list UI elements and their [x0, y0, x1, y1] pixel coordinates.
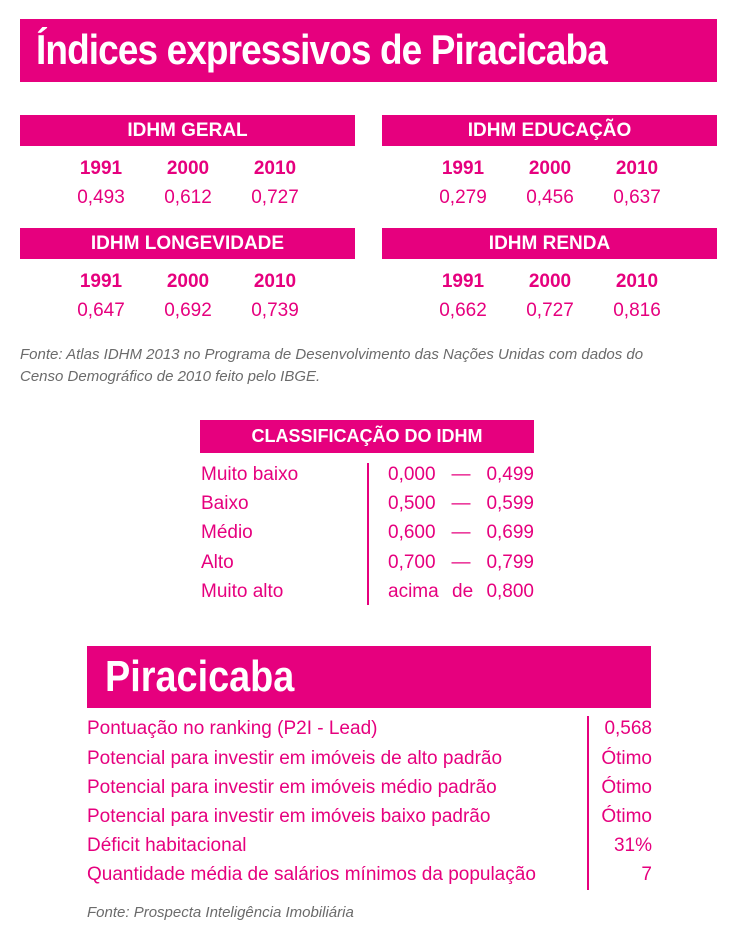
city-title: Piracicaba	[105, 652, 295, 701]
ranking-value: Ótimo	[601, 748, 652, 769]
range-from: 0,700	[388, 552, 436, 573]
ranking-label: Pontuação no ranking (P2I - Lead)	[87, 718, 378, 739]
classificacao-range	[388, 522, 534, 544]
classificacao-label: Médio	[201, 522, 253, 543]
idhm-geral-value: 0,727	[251, 187, 299, 208]
idhm-educacao-year: 1991	[441, 158, 485, 179]
idhm-renda-header: IDHM RENDA	[382, 228, 717, 259]
city-banner	[87, 646, 651, 708]
idhm-longevidade-value: 0,692	[164, 300, 212, 321]
range-from: 0,000	[388, 464, 436, 485]
idhm-longevidade-value: 0,739	[251, 300, 299, 321]
classificacao-label: Muito alto	[201, 581, 284, 602]
range-separator: —	[451, 522, 471, 543]
range-to: 0,799	[486, 552, 534, 573]
range-separator: —	[451, 464, 471, 485]
idhm-geral-value: 0,612	[164, 187, 212, 208]
idhm-geral-year: 2010	[253, 158, 297, 179]
idhm-source	[20, 344, 725, 388]
city-source: Fonte: Prospecta Inteligência Imobiliária	[87, 904, 354, 921]
classificacao-range	[388, 552, 534, 574]
idhm-geral-year: 1991	[79, 158, 123, 179]
title-banner	[20, 19, 717, 82]
ranking-value: 31%	[613, 835, 652, 856]
idhm-educacao-value: 0,456	[526, 187, 574, 208]
range-separator: —	[451, 552, 471, 573]
classificacao-range	[388, 581, 534, 603]
classificacao-label: Muito baixo	[201, 464, 299, 485]
ranking-value: Ótimo	[601, 806, 652, 827]
ranking-label: Déficit habitacional	[87, 835, 247, 856]
idhm-geral-value: 0,493	[77, 187, 125, 208]
idhm-renda-value: 0,816	[613, 300, 661, 321]
classificacao-label: Baixo	[201, 493, 249, 514]
idhm-renda-year: 2000	[528, 271, 572, 292]
idhm-educacao-value: 0,637	[613, 187, 661, 208]
idhm-source-line: Fonte: Atlas IDHM 2013 no Programa de Desenvolvimento das Nações Unidas com dados do	[20, 346, 644, 363]
idhm-longevidade-value: 0,647	[77, 300, 125, 321]
idhm-geral-year: 2000	[166, 158, 210, 179]
idhm-renda-value: 0,662	[439, 300, 487, 321]
idhm-longevidade-year: 2010	[253, 271, 297, 292]
classificacao-range	[388, 493, 534, 515]
idhm-renda-year: 1991	[441, 271, 485, 292]
idhm-renda-value: 0,727	[526, 300, 574, 321]
classificacao-header: CLASSIFICAÇÃO DO IDHM	[200, 420, 534, 453]
range-to: 0,499	[486, 464, 534, 485]
idhm-longevidade-year: 2000	[166, 271, 210, 292]
ranking-value: 7	[641, 864, 652, 885]
idhm-educacao-year: 2000	[528, 158, 572, 179]
idhm-longevidade-header: IDHM LONGEVIDADE	[20, 228, 355, 259]
ranking-label: Potencial para investir em imóveis baixo padrão	[87, 806, 491, 827]
range-to: 0,599	[486, 493, 534, 514]
range-to: 0,800	[486, 581, 534, 602]
range-to: 0,699	[486, 522, 534, 543]
ranking-label: Potencial para investir em imóveis médio padrão	[87, 777, 497, 798]
idhm-longevidade-year: 1991	[79, 271, 123, 292]
idhm-educacao-header: IDHM EDUCAÇÃO	[382, 115, 717, 146]
range-separator: —	[451, 493, 471, 514]
ranking-value: 0,568	[604, 718, 652, 739]
ranking-value: Ótimo	[601, 777, 652, 798]
idhm-renda-year: 2010	[615, 271, 659, 292]
idhm-source-line: Censo Demográfico de 2010 feito pelo IBGE.	[20, 368, 321, 385]
range-from: 0,500	[388, 493, 436, 514]
range-separator: de	[452, 581, 474, 602]
classificacao-range	[388, 464, 534, 486]
idhm-geral-header: IDHM GERAL	[20, 115, 355, 146]
range-from: 0,600	[388, 522, 436, 543]
idhm-educacao-year: 2010	[615, 158, 659, 179]
classificacao-divider	[367, 463, 369, 605]
range-from: acima	[388, 581, 439, 602]
ranking-label: Potencial para investir em imóveis de alto padrão	[87, 748, 503, 769]
classificacao-label: Alto	[201, 552, 234, 573]
ranking-label: Quantidade média de salários mínimos da população	[87, 864, 536, 885]
idhm-educacao-value: 0,279	[439, 187, 487, 208]
page-title: Índices expressivos de Piracicaba	[36, 26, 607, 73]
ranking-divider	[587, 716, 589, 890]
